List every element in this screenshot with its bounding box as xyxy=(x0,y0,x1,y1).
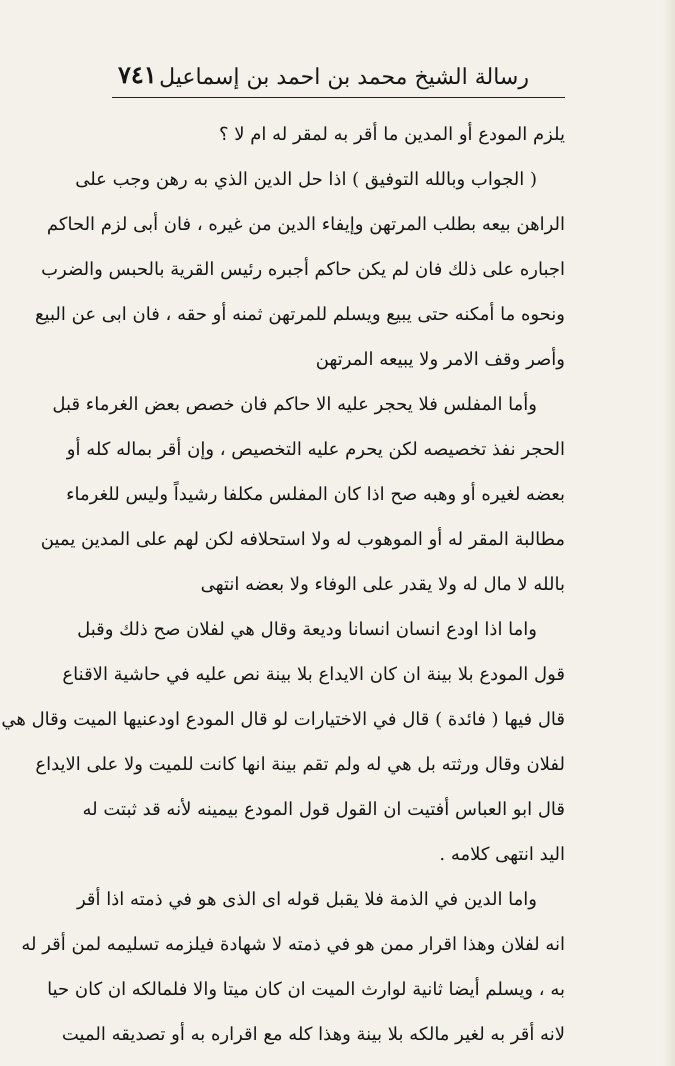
page-header xyxy=(112,54,565,98)
text-line: اجباره على ذلك فان لم يكن حاكم أجبره رئيس القرية بالحبس والضرب xyxy=(41,259,565,280)
text-line: قال ابو العباس أفتيت ان القول قول المودع بيمينه لأنه قد ثبتت له xyxy=(82,799,565,820)
body-text xyxy=(1,112,565,1057)
text-line: بالله لا مال له ولا يقدر على الوفاء ولا بعضه انتهى xyxy=(200,574,565,595)
page-number: ٧٤١ xyxy=(118,60,157,89)
text-line: وأما المفلس فلا يحجر عليه الا حاكم فان خصص بعض الغرماء قبل xyxy=(52,394,537,415)
text-line: واما اذا اودع انسان انسانا وديعة وقال هي لفلان صح ذلك وقبل xyxy=(77,619,537,640)
text-line: اليد انتهى كلامه . xyxy=(439,844,565,865)
text-line: يلزم المودع أو المدين ما أقر به لمقر له ام لا ؟ xyxy=(218,124,565,145)
text-line: وأصر وقف الامر ولا يبيعه المرتهن xyxy=(315,349,565,370)
text-line: ونحوه ما أمكنه حتى يبيع ويسلم للمرتهن ثمنه أو حقه ، فان ابى عن البيع xyxy=(34,304,565,325)
text-line: الحجر نفذ تخصيصه لكن يحرم عليه التخصيص ، وإن أقر بماله كله أو xyxy=(66,439,565,460)
header-rule xyxy=(112,97,565,98)
page-edge-shadow xyxy=(663,0,675,1066)
text-line: لانه أقر به لغير مالكه بلا بينة وهذا كله مع اقراره به أو تصديقه الميت xyxy=(61,1024,565,1045)
text-line: مطالبة المقر له أو الموهوب له ولا استحلافه لكن لهم على المدين يمين xyxy=(40,529,565,550)
text-line: لفلان وقال ورثته بل هي له ولم تقم بينة انها كانت للميت ولا على الايداع xyxy=(35,754,565,775)
text-line: الراهن بيعه بطلب المرتهن وإيفاء الدين من غيره ، فان أبى لزم الحاكم xyxy=(46,214,565,235)
text-line: واما الدين في الذمة فلا يقبل قوله اى الذى هو في ذمته اذا أقر xyxy=(76,889,537,910)
text-line: قال فيها ( فائدة ) قال في الاختيارات لو قال المودع اودعنيها الميت وقال هي xyxy=(1,709,565,730)
text-line: به ، ويسلم أيضا ثانية لوارث الميت ان كان ميتا والا فلمالكه ان كان حيا xyxy=(47,979,565,1000)
running-title: رسالة الشيخ محمد بن احمد بن إسماعيل xyxy=(159,65,529,90)
text-line: بعضه لغيره أو وهبه صح اذا كان المفلس مكلفا رشيداً وليس للغرماء xyxy=(66,484,565,505)
text-line: انه لفلان وهذا اقرار ممن هو في ذمته لا شهادة فيلزمه تسليمه لمن أقر له xyxy=(21,934,565,955)
text-line: قول المودع بلا بينة ان كان الايداع بلا بينة نص عليه في حاشية الاقناع xyxy=(62,664,565,685)
text-line: ( الجواب وبالله التوفيق ) اذا حل الدين الذي به رهن وجب على xyxy=(75,169,537,190)
